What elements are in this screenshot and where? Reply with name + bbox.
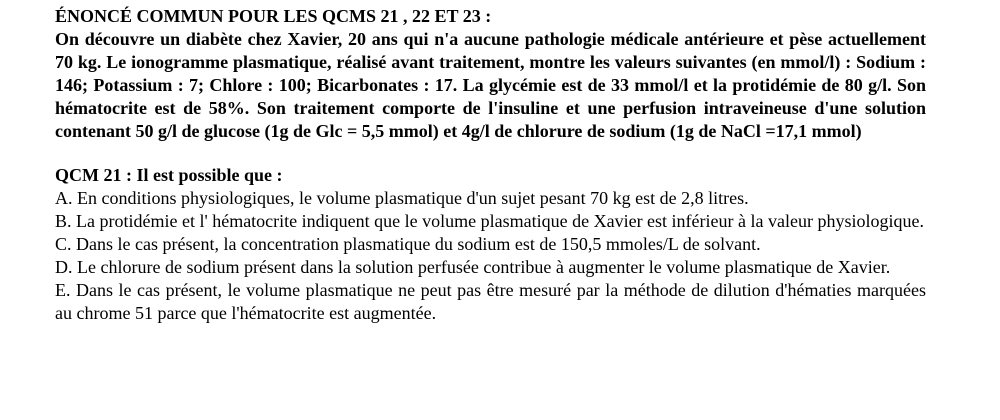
- enonce-heading: ÉNONCÉ COMMUN POUR LES QCMS 21 , 22 ET 23 :: [55, 6, 492, 26]
- qcm-option-c: C. Dans le cas présent, la concentration plasmatique du sodium est de 150,5 mmoles/L de solvant.: [55, 234, 761, 254]
- qcm-option-a: A. En conditions physiologiques, le volume plasmatique d'un sujet pesant 70 kg est de 2,8 litres.: [55, 188, 749, 208]
- enonce-body: On découvre un diabète chez Xavier, 20 ans qui n'a aucune pathologie médicale antérieure et pèse actuellement 70 kg. Le ionogramme plasmatique, réalisé avant traitement, montre les valeurs suivantes (en mmol/l) : Sodium : 146; Potassium : 7; Chlore : 100; Bicarbonates : 17. La glycémie est de 33 mmol/l et la protidémie de 80 g/l. Son hématocrite est de 58%. Son traitement comporte de l'insuline et une perfusion intraveineuse d'une solution contenant 50 g/l de glucose (1g de Glc = 5,5 mmol) et 4g/l de chlorure de sodium (1g de NaCl =17,1 mmol): [55, 29, 926, 141]
- qcm21-options: [55, 187, 926, 325]
- qcm-option-b: B. La protidémie et l' hématocrite indiquent que le volume plasmatique de Xavier est inférieur à la valeur physiologique.: [55, 211, 924, 231]
- qcm21-title: QCM 21 : Il est possible que :: [55, 165, 283, 185]
- qcm-option-e: E. Dans le cas présent, le volume plasmatique ne peut pas être mesuré par la méthode de dilution d'hématies marquées au chrome 51 parce que l'hématocrite est augmentée.: [55, 280, 926, 323]
- qcm-option-d: D. Le chlorure de sodium présent dans la solution perfusée contribue à augmenter le volume plasmatique de Xavier.: [55, 257, 891, 277]
